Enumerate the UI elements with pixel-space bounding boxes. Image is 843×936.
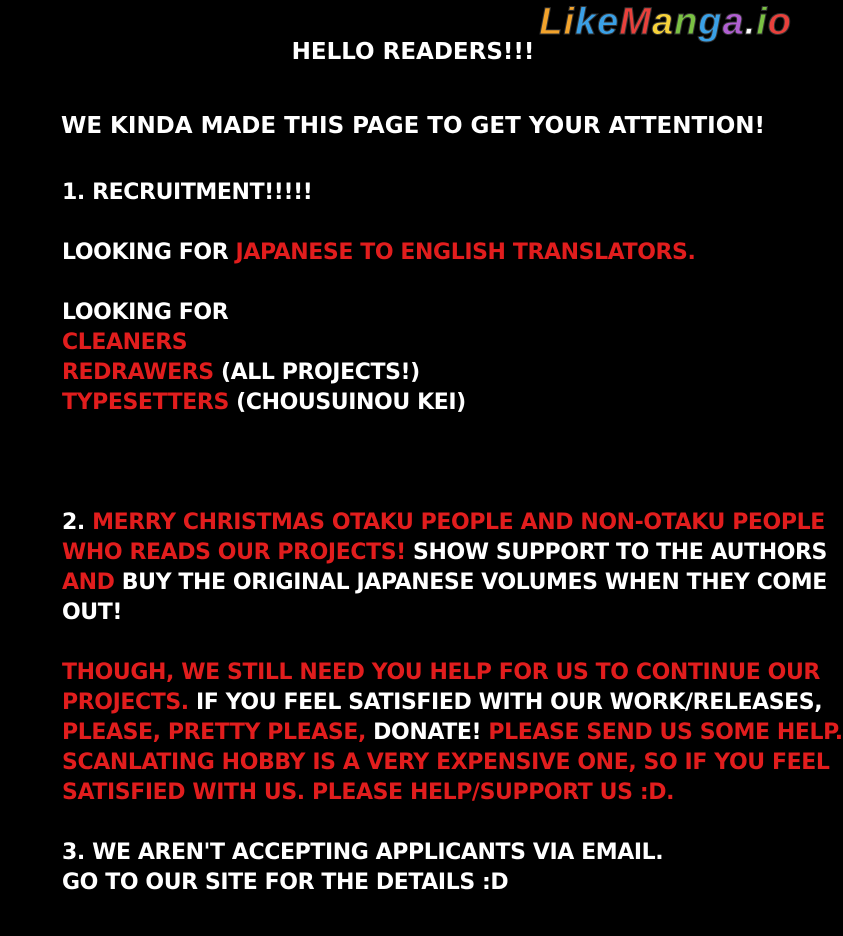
role-line-typesetters bbox=[62, 388, 466, 418]
role-name: REDRAWERS bbox=[62, 360, 214, 385]
donation-line-5: SATISFIED WITH US. PLEASE HELP/SUPPORT US :D. bbox=[62, 780, 675, 805]
christmas-line-3 bbox=[62, 568, 827, 598]
watermark-letter: g bbox=[698, 1, 723, 43]
donation-line-4: SCANLATING HOBBY IS A VERY EXPENSIVE ONE, SO IF YOU FEEL bbox=[62, 750, 830, 775]
highlight-text: PLEASE, PRETTY PLEASE, bbox=[62, 720, 366, 745]
translator-role: JAPANESE TO ENGLISH TRANSLATORS. bbox=[235, 240, 696, 265]
role-line-cleaners bbox=[62, 328, 187, 358]
watermark-letter: . bbox=[744, 1, 757, 43]
donation-line-1: THOUGH, WE STILL NEED YOU HELP FOR US TO CONTINUE OUR bbox=[62, 660, 820, 685]
body-text: SHOW SUPPORT TO THE AUTHORS bbox=[405, 540, 827, 565]
watermark-letter: k bbox=[575, 1, 598, 43]
highlight-text: MERRY CHRISTMAS OTAKU PEOPLE AND NON-OTAKU PEOPLE bbox=[92, 510, 825, 535]
role-note: (CHOUSUINOU KEI) bbox=[228, 390, 466, 415]
section-number: 2. bbox=[62, 510, 93, 535]
donation-line-3 bbox=[62, 718, 843, 748]
highlight-text: PROJECTS. bbox=[62, 690, 189, 715]
watermark-letter: e bbox=[597, 1, 620, 43]
watermark-letter: n bbox=[674, 1, 699, 43]
watermark-letter: L bbox=[539, 1, 564, 43]
role-name: CLEANERS bbox=[62, 330, 188, 355]
christmas-line-2 bbox=[62, 538, 827, 568]
role-name: TYPESETTERS bbox=[62, 390, 229, 415]
christmas-line-1 bbox=[62, 508, 825, 538]
applicants-line-1: 3. WE AREN'T ACCEPTING APPLICANTS VIA EMAIL. bbox=[62, 840, 664, 865]
page-subheading: WE KINDA MADE THIS PAGE TO GET YOUR ATTENTION! bbox=[60, 113, 766, 139]
highlight-text: AND bbox=[62, 570, 115, 595]
likemanga-watermark-logo bbox=[539, 2, 792, 42]
donation-line-2 bbox=[62, 688, 822, 718]
translator-line bbox=[62, 238, 695, 268]
body-text: BUY THE ORIGINAL JAPANESE VOLUMES WHEN THEY COME bbox=[114, 570, 827, 595]
christmas-line-4: OUT! bbox=[62, 600, 123, 625]
highlight-text: PLEASE SEND US SOME HELP. bbox=[488, 720, 843, 745]
body-text: IF YOU FEEL SATISFIED WITH OUR WORK/RELEASES, bbox=[188, 690, 823, 715]
watermark-letter: M bbox=[619, 1, 652, 43]
role-line-redrawers bbox=[62, 358, 420, 388]
donate-text: DONATE! bbox=[365, 720, 489, 745]
watermark-letter: i bbox=[563, 1, 575, 43]
looking-for-label: LOOKING FOR bbox=[62, 300, 229, 325]
recruitment-title: 1. RECRUITMENT!!!!! bbox=[62, 180, 313, 205]
applicants-line-2: GO TO OUR SITE FOR THE DETAILS :D bbox=[62, 870, 509, 895]
highlight-text: WHO READS OUR PROJECTS! bbox=[62, 540, 406, 565]
watermark-letter: a bbox=[722, 1, 745, 43]
watermark-letter: o bbox=[767, 1, 792, 43]
role-note: (ALL PROJECTS!) bbox=[213, 360, 420, 385]
watermark-letter: i bbox=[756, 1, 768, 43]
watermark-letter: a bbox=[651, 1, 675, 43]
translator-prefix: LOOKING FOR bbox=[62, 240, 236, 265]
page-heading: HELLO READERS!!! bbox=[291, 39, 535, 65]
